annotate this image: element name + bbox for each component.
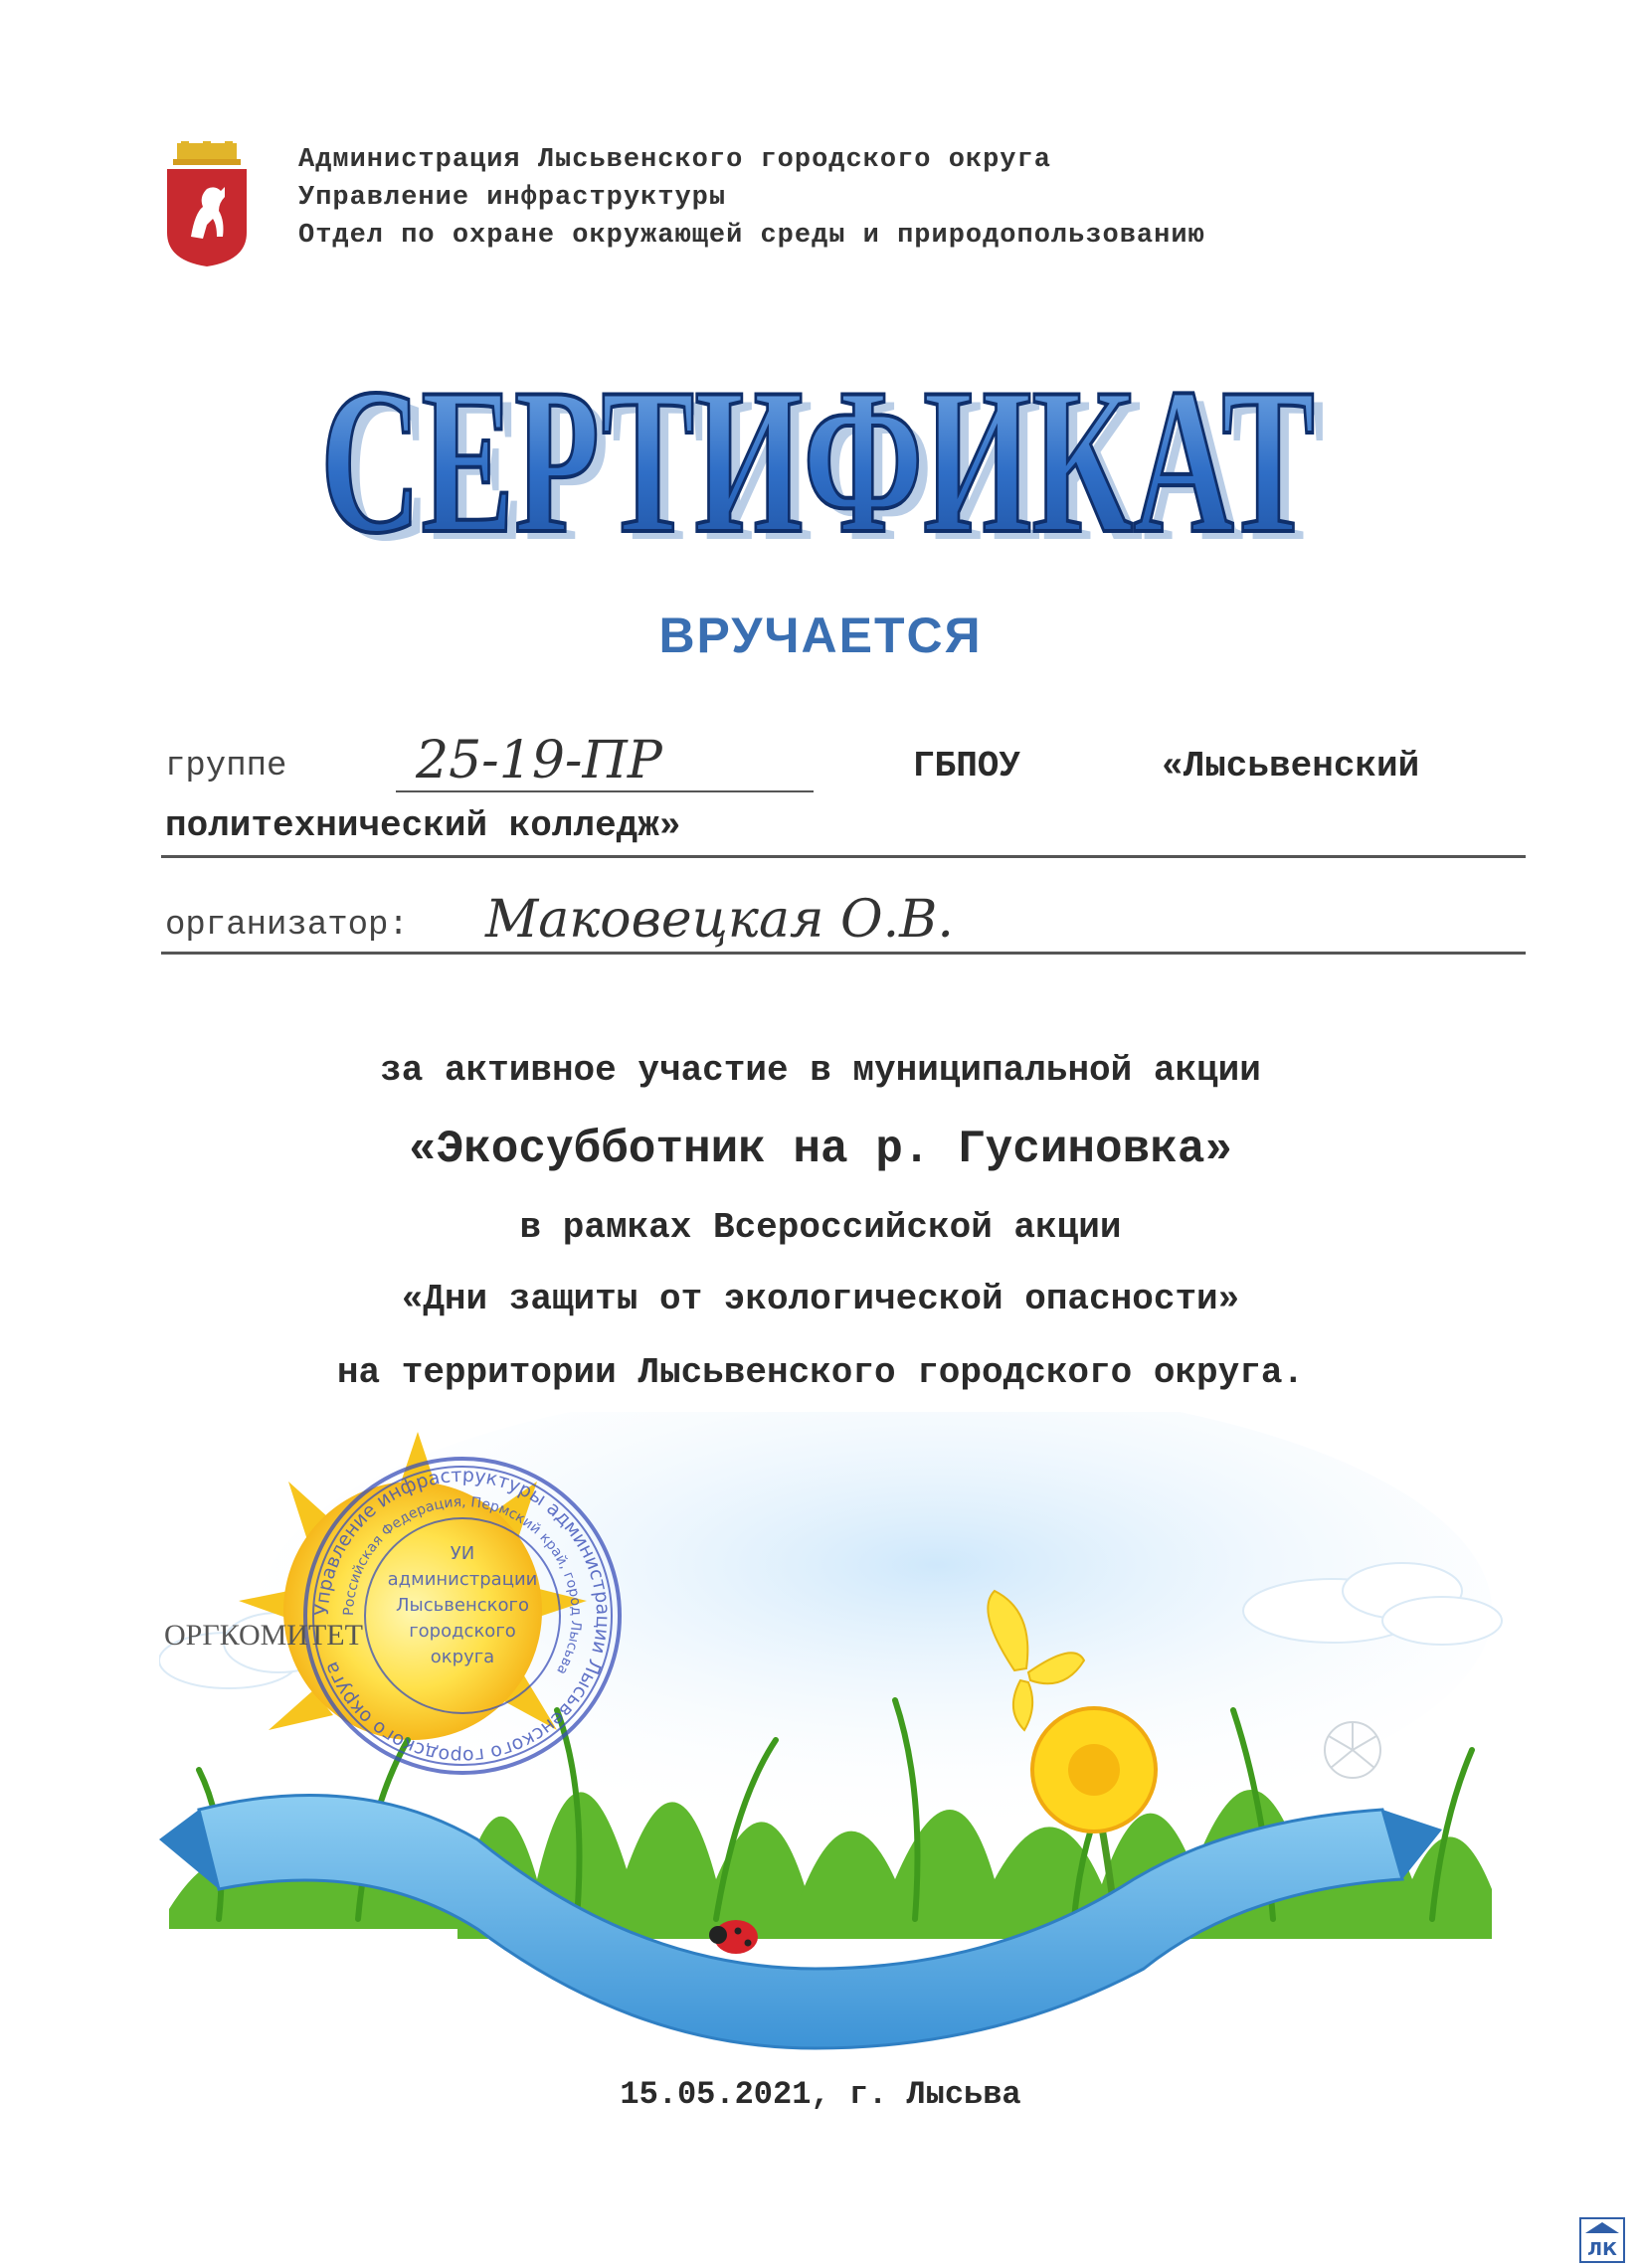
group-label: группе <box>165 748 287 785</box>
institution-underline <box>161 855 1526 858</box>
svg-text:ЛК: ЛК <box>1587 2239 1617 2260</box>
body-line-3: в рамках Всероссийской акции <box>519 1207 1122 1248</box>
organizer-label: организатор: <box>165 907 409 945</box>
svg-text:Российская Федерация, Пермский: Российская Федерация, Пермский край, город Лысьва <box>340 1493 585 1677</box>
svg-text:СЕРТИФИКАТ: СЕРТИФИКАТ <box>320 346 1315 567</box>
body-line-4: «Дни защиты от экологической опасности» <box>401 1279 1240 1319</box>
institution-part-2: «Лысьвенский <box>1162 746 1420 786</box>
subtitle: ВРУЧАЕТСЯ <box>658 608 983 663</box>
organizer-value: Маковецкая О.В. <box>485 890 954 950</box>
group-value: 25-19-ПР <box>416 731 662 790</box>
official-stamp <box>298 1452 627 1780</box>
body-line-2: «Экосубботник на р. Гусиновка» <box>408 1124 1233 1175</box>
orgkomitet-label: ОРГКОМИТЕТ <box>164 1619 363 1652</box>
body-line-1: за активное участие в муниципальной акции <box>380 1050 1261 1091</box>
svg-text:СЕРТИФИКАТ: СЕРТИФИКАТ <box>330 354 1325 567</box>
svg-text:Управление инфраструктуры адми: Управление инфраструктуры администрации Лысьвенского городского округа <box>310 1464 615 1768</box>
svg-text:округа: округа <box>430 1647 495 1667</box>
coat-of-arms-icon <box>163 141 251 268</box>
svg-text:Лысьвенского: Лысьвенского <box>396 1595 529 1616</box>
header-line-3: Отдел по охране окружающей среды и природопользованию <box>298 221 1205 251</box>
institution-part-3: политехнический колледж» <box>165 805 681 846</box>
certificate-title <box>0 328 1641 567</box>
svg-text:администрации: администрации <box>387 1569 538 1590</box>
header-line-2: Управление инфраструктуры <box>298 183 727 213</box>
date-place: 15.05.2021, г. Лысьва <box>620 2076 1021 2113</box>
svg-text:УИ: УИ <box>450 1543 475 1564</box>
svg-text:городского: городского <box>409 1621 516 1642</box>
college-logo-icon <box>1579 2217 1625 2263</box>
body-line-5: на территории Лысьвенского городского округа. <box>336 1352 1305 1393</box>
organizer-underline <box>161 952 1526 955</box>
group-underline <box>396 790 814 792</box>
institution-part-1: ГБПОУ <box>913 746 1021 786</box>
header-line-1: Администрация Лысьвенского городского округа <box>298 145 1051 175</box>
